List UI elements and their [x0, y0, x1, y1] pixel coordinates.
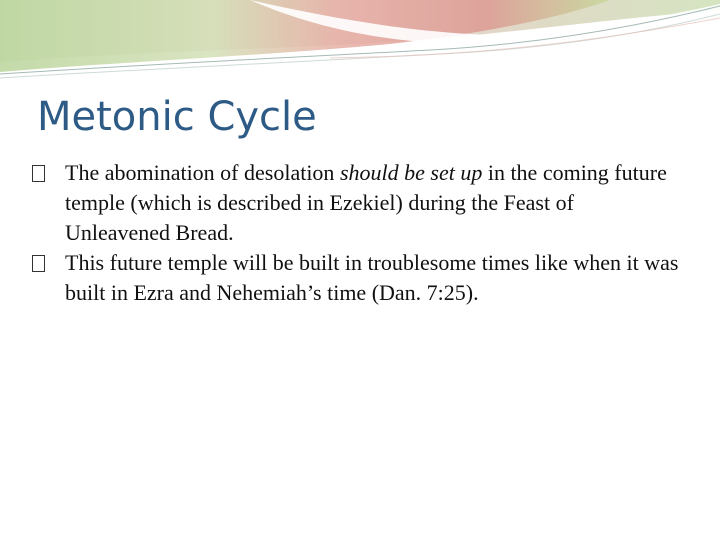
slide-title: Metonic Cycle: [37, 94, 317, 140]
bullet-item: [32, 248, 682, 308]
bullet-list: [32, 158, 682, 308]
bullet-text: The abomination of desolation should be set up in the coming future temple (which is described in Ezekiel) during the Feast of Unleavened Bread.: [65, 160, 667, 245]
decorative-header-swoosh: [0, 0, 720, 90]
bullet-item: [32, 158, 682, 248]
bullet-text: This future temple will be built in troublesome times like when it was built in Ezra and Nehemiah’s time (Dan. 7:25).: [65, 250, 679, 305]
missing-glyph-bullet-icon: [32, 255, 45, 272]
missing-glyph-bullet-icon: [32, 165, 45, 182]
